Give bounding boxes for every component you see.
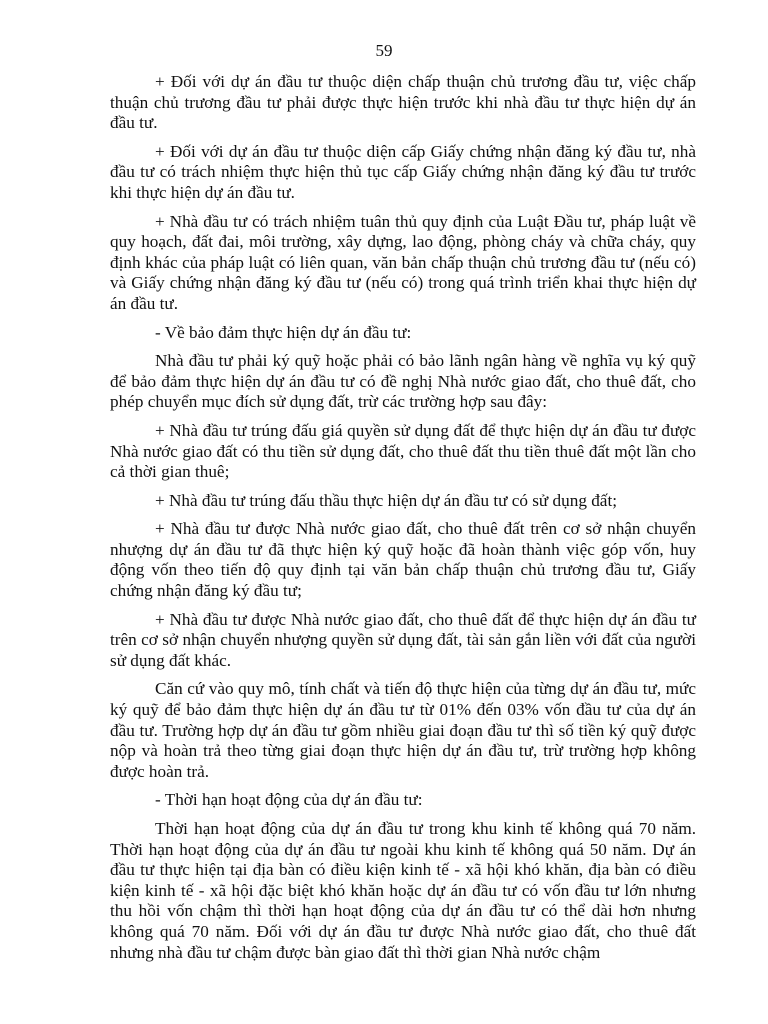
body-text [110,72,696,971]
paragraph: + Nhà đầu tư trúng đấu giá quyền sử dụng đất để thực hiện dự án đầu tư được Nhà nước giao đất có thu tiền sử dụng đất, cho thuê đất thu tiền thuê đất một lần cho cả thời gian thuê; [110,420,696,482]
section-heading: - Về bảo đảm thực hiện dự án đầu tư: [155,322,412,342]
page-number: 59 [375,41,393,60]
section-heading: - Thời hạn hoạt động của dự án đầu tư: [155,790,423,810]
paragraph: + Nhà đầu tư được Nhà nước giao đất, cho thuê đất trên cơ sở nhận chuyển nhượng dự án đầu tư đã thực hiện ký quỹ hoặc đã hoàn thành việc góp vốn, huy động vốn theo tiến độ quy định tại văn bản chấp thuận chủ trương đầu tư, Giấy chứng nhận đăng ký đầu tư; [110,519,696,601]
paragraph: + Đối với dự án đầu tư thuộc diện chấp thuận chủ trương đầu tư, việc chấp thuận chủ trương đầu tư phải được thực hiện trước khi nhà đầu tư thực hiện dự án đầu tư. [110,72,696,133]
paragraph: + Đối với dự án đầu tư thuộc diện cấp Giấy chứng nhận đăng ký đầu tư, nhà đầu tư có trách nhiệm thực hiện thủ tục cấp Giấy chứng nhận đăng ký đầu tư trước khi thực hiện dự án đầu tư. [110,141,696,202]
paragraph: + Nhà đầu tư trúng đấu thầu thực hiện dự án đầu tư có sử dụng đất; [155,490,617,510]
paragraph: Nhà đầu tư phải ký quỹ hoặc phải có bảo lãnh ngân hàng về nghĩa vụ ký quỹ để bảo đảm thực hiện dự án đầu tư có đề nghị Nhà nước giao đất, cho thuê đất, cho phép chuyển mục đích sử dụng đất, trừ các trường hợp sau đây: [110,351,696,412]
paragraph: + Nhà đầu tư có trách nhiệm tuân thủ quy định của Luật Đầu tư, pháp luật về quy hoạch, đất đai, môi trường, xây dựng, lao động, phòng cháy và chữa cháy, quy định khác của pháp luật có liên quan, văn bản chấp thuận chủ trương đầu tư (nếu có) và Giấy chứng nhận đăng ký đầu tư (nếu có) trong quá trình triển khai thực hiện dự án đầu tư. [110,211,696,313]
paragraph: Thời hạn hoạt động của dự án đầu tư trong khu kinh tế không quá 70 năm. Thời hạn hoạt động của dự án đầu tư ngoài khu kinh tế không quá 50 năm. Dự án đầu tư thực hiện tại địa bàn có điều kiện kinh tế - xã hội khó khăn, địa bàn có điều kiện kinh tế - xã hội đặc biệt khó khăn hoặc dự án đầu tư có vốn đầu tư lớn nhưng thu hồi vốn chậm thì thời hạn hoạt động của dự án đầu tư có thể dài hơn nhưng không quá 70 năm. Đối với dự án đầu tư được Nhà nước giao đất, cho thuê đất nhưng nhà đầu tư chậm được bàn giao đất thì thời gian Nhà nước chậm [110,819,696,962]
paragraph: Căn cứ vào quy mô, tính chất và tiến độ thực hiện của từng dự án đầu tư, mức ký quỹ để bảo đảm thực hiện dự án đầu tư từ 01% đến 03% vốn đầu tư của dự án đầu tư. Trường hợp dự án đầu tư gồm nhiều giai đoạn đầu tư thì số tiền ký quỹ được nộp và hoàn trả theo từng giai đoạn thực hiện dự án đầu tư, trừ trường hợp không được hoàn trả. [110,679,696,781]
paragraph: + Nhà đầu tư được Nhà nước giao đất, cho thuê đất để thực hiện dự án đầu tư trên cơ sở nhận chuyển nhượng quyền sử dụng đất, tài sản gắn liền với đất của người sử dụng đất khác. [110,609,696,670]
